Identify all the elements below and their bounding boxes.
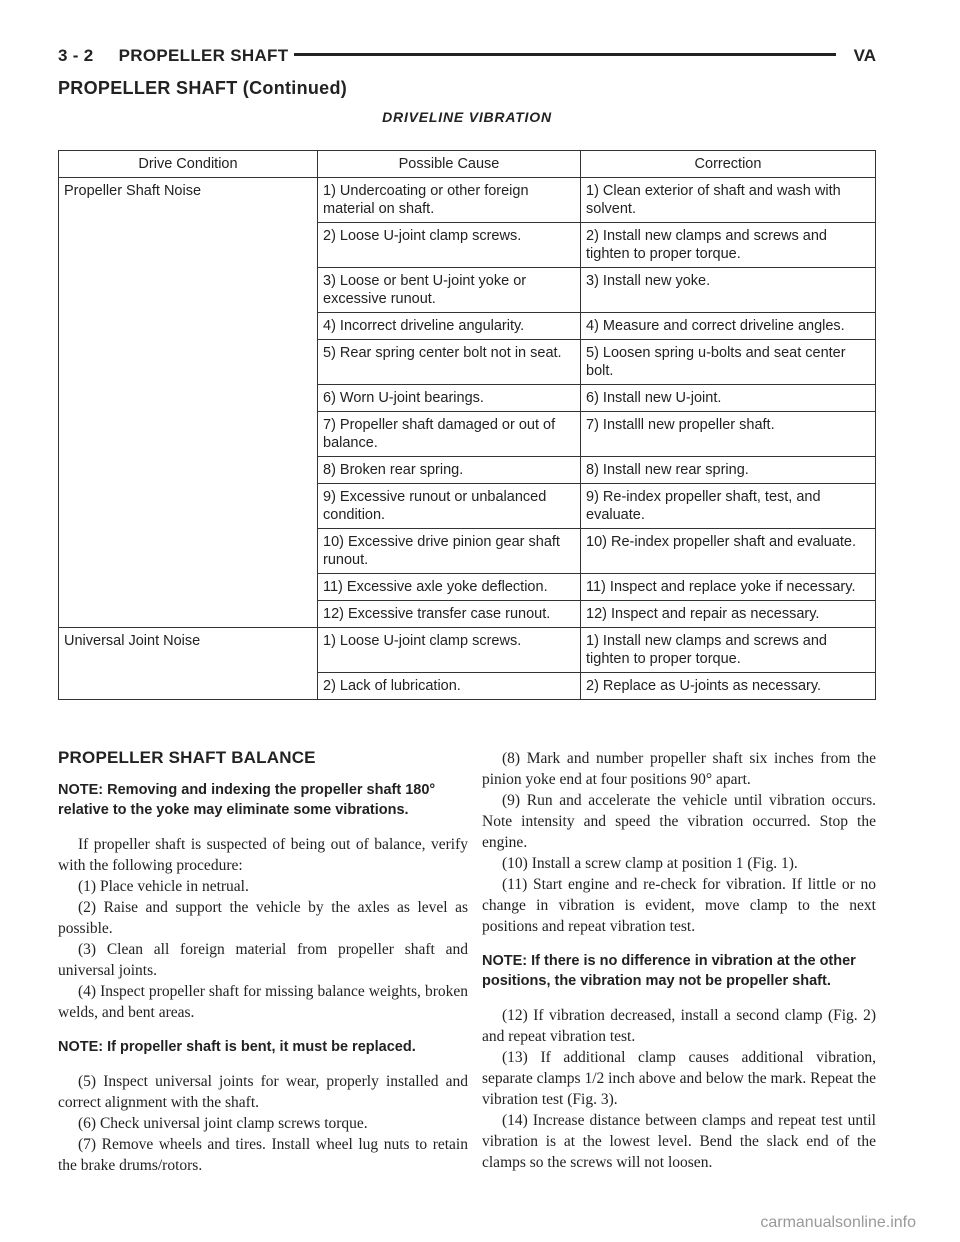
possible-cause-cell: 1) Loose U-joint clamp screws. — [318, 628, 581, 673]
note-indexing: NOTE: Removing and indexing the propeller shaft 180° relative to the yoke may eliminate some vibrations. — [58, 782, 436, 818]
step-9: (9) Run and accelerate the vehicle until vibration occurs. Note intensity and speed the vibration occurred. Stop the engine. — [482, 792, 876, 851]
possible-cause-cell: 10) Excessive drive pinion gear shaft runout. — [318, 529, 581, 574]
drive-condition-cell: Propeller Shaft Noise — [59, 178, 318, 628]
correction-cell: 3) Install new yoke. — [581, 268, 876, 313]
table-body — [59, 178, 876, 700]
balance-column-left — [58, 748, 468, 1176]
correction-cell: 9) Re-index propeller shaft, test, and evaluate. — [581, 484, 876, 529]
table-row — [59, 628, 876, 673]
possible-cause-cell: 3) Loose or bent U-joint yoke or excessive runout. — [318, 268, 581, 313]
step-10: (10) Install a screw clamp at position 1 (Fig. 1). — [502, 855, 798, 872]
step-13: (13) If additional clamp causes additional vibration, separate clamps 1/2 inch above and below the mark. Repeat the vibration test (Fig. 3). — [482, 1049, 876, 1108]
correction-cell: 6) Install new U-joint. — [581, 385, 876, 412]
step-14: (14) Increase distance between clamps and repeat test until vibration is at the lowest level. Bend the slack end of the clamps so the screws will not loosen. — [482, 1112, 876, 1171]
possible-cause-cell: 7) Propeller shaft damaged or out of balance. — [318, 412, 581, 457]
step-6: (6) Check universal joint clamp screws torque. — [78, 1115, 368, 1132]
driveline-vibration-table — [58, 150, 876, 700]
column-header-drive-condition: Drive Condition — [59, 151, 318, 178]
table-row — [59, 178, 876, 223]
step-1: (1) Place vehicle in netrual. — [78, 878, 249, 895]
possible-cause-cell: 5) Rear spring center bolt not in seat. — [318, 340, 581, 385]
possible-cause-cell: 1) Undercoating or other foreign material on shaft. — [318, 178, 581, 223]
step-3: (3) Clean all foreign material from propeller shaft and universal joints. — [58, 941, 468, 979]
possible-cause-cell: 4) Incorrect driveline angularity. — [318, 313, 581, 340]
step-7: (7) Remove wheels and tires. Install wheel lug nuts to retain the brake drums/rotors. — [58, 1136, 468, 1174]
page-header — [58, 44, 876, 70]
table-title: DRIVELINE VIBRATION — [382, 109, 552, 125]
possible-cause-cell: 2) Lack of lubrication. — [318, 673, 581, 700]
column-header-possible-cause: Possible Cause — [318, 151, 581, 178]
correction-cell: 1) Install new clamps and screws and tighten to proper torque. — [581, 628, 876, 673]
intro-text: If propeller shaft is suspected of being out of balance, verify with the following procedure: — [58, 836, 468, 874]
step-4: (4) Inspect propeller shaft for missing balance weights, broken welds, and bent areas. — [58, 983, 468, 1021]
correction-cell: 12) Inspect and repair as necessary. — [581, 601, 876, 628]
possible-cause-cell: 2) Loose U-joint clamp screws. — [318, 223, 581, 268]
possible-cause-cell: 8) Broken rear spring. — [318, 457, 581, 484]
correction-cell: 1) Clean exterior of shaft and wash with solvent. — [581, 178, 876, 223]
correction-cell: 4) Measure and correct driveline angles. — [581, 313, 876, 340]
drive-condition-cell: Universal Joint Noise — [59, 628, 318, 700]
possible-cause-cell: 9) Excessive runout or unbalanced condition. — [318, 484, 581, 529]
correction-cell: 10) Re-index propeller shaft and evaluate. — [581, 529, 876, 574]
continued-title: PROPELLER SHAFT (Continued) — [58, 78, 348, 98]
possible-cause-cell: 6) Worn U-joint bearings. — [318, 385, 581, 412]
note-bent-shaft: NOTE: If propeller shaft is bent, it must be replaced. — [58, 1039, 416, 1055]
watermark: carmanualsonline.info — [760, 1214, 916, 1231]
possible-cause-cell: 12) Excessive transfer case runout. — [318, 601, 581, 628]
note-no-difference: NOTE: If there is no difference in vibration at the other positions, the vibration may not be propeller shaft. — [482, 953, 856, 989]
section-title: PROPELLER SHAFT BALANCE — [58, 748, 316, 767]
step-2: (2) Raise and support the vehicle by the axles as level as possible. — [58, 899, 468, 937]
correction-cell: 5) Loosen spring u-bolts and seat center bolt. — [581, 340, 876, 385]
correction-cell: 8) Install new rear spring. — [581, 457, 876, 484]
header-page-label: 3 - 2 PROPELLER SHAFT — [58, 46, 289, 65]
correction-cell: 2) Install new clamps and screws and tighten to proper torque. — [581, 223, 876, 268]
header-model-code: VA — [853, 46, 876, 65]
step-5: (5) Inspect universal joints for wear, properly installed and correct alignment with the shaft. — [58, 1073, 468, 1111]
header-rule — [294, 53, 836, 56]
step-8: (8) Mark and number propeller shaft six inches from the pinion yoke end at four positions 90° apart. — [482, 750, 876, 788]
step-12: (12) If vibration decreased, install a second clamp (Fig. 2) and repeat vibration test. — [482, 1007, 876, 1045]
correction-cell: 2) Replace as U-joints as necessary. — [581, 673, 876, 700]
correction-cell: 7) Installl new propeller shaft. — [581, 412, 876, 457]
balance-column-right — [482, 748, 876, 1173]
step-11: (11) Start engine and re-check for vibration. If little or no change in vibration is evident, move clamp to the next positions and repeat vibration test. — [482, 876, 876, 935]
possible-cause-cell: 11) Excessive axle yoke deflection. — [318, 574, 581, 601]
correction-cell: 11) Inspect and replace yoke if necessary. — [581, 574, 876, 601]
table-header-row — [59, 151, 876, 178]
column-header-correction: Correction — [581, 151, 876, 178]
